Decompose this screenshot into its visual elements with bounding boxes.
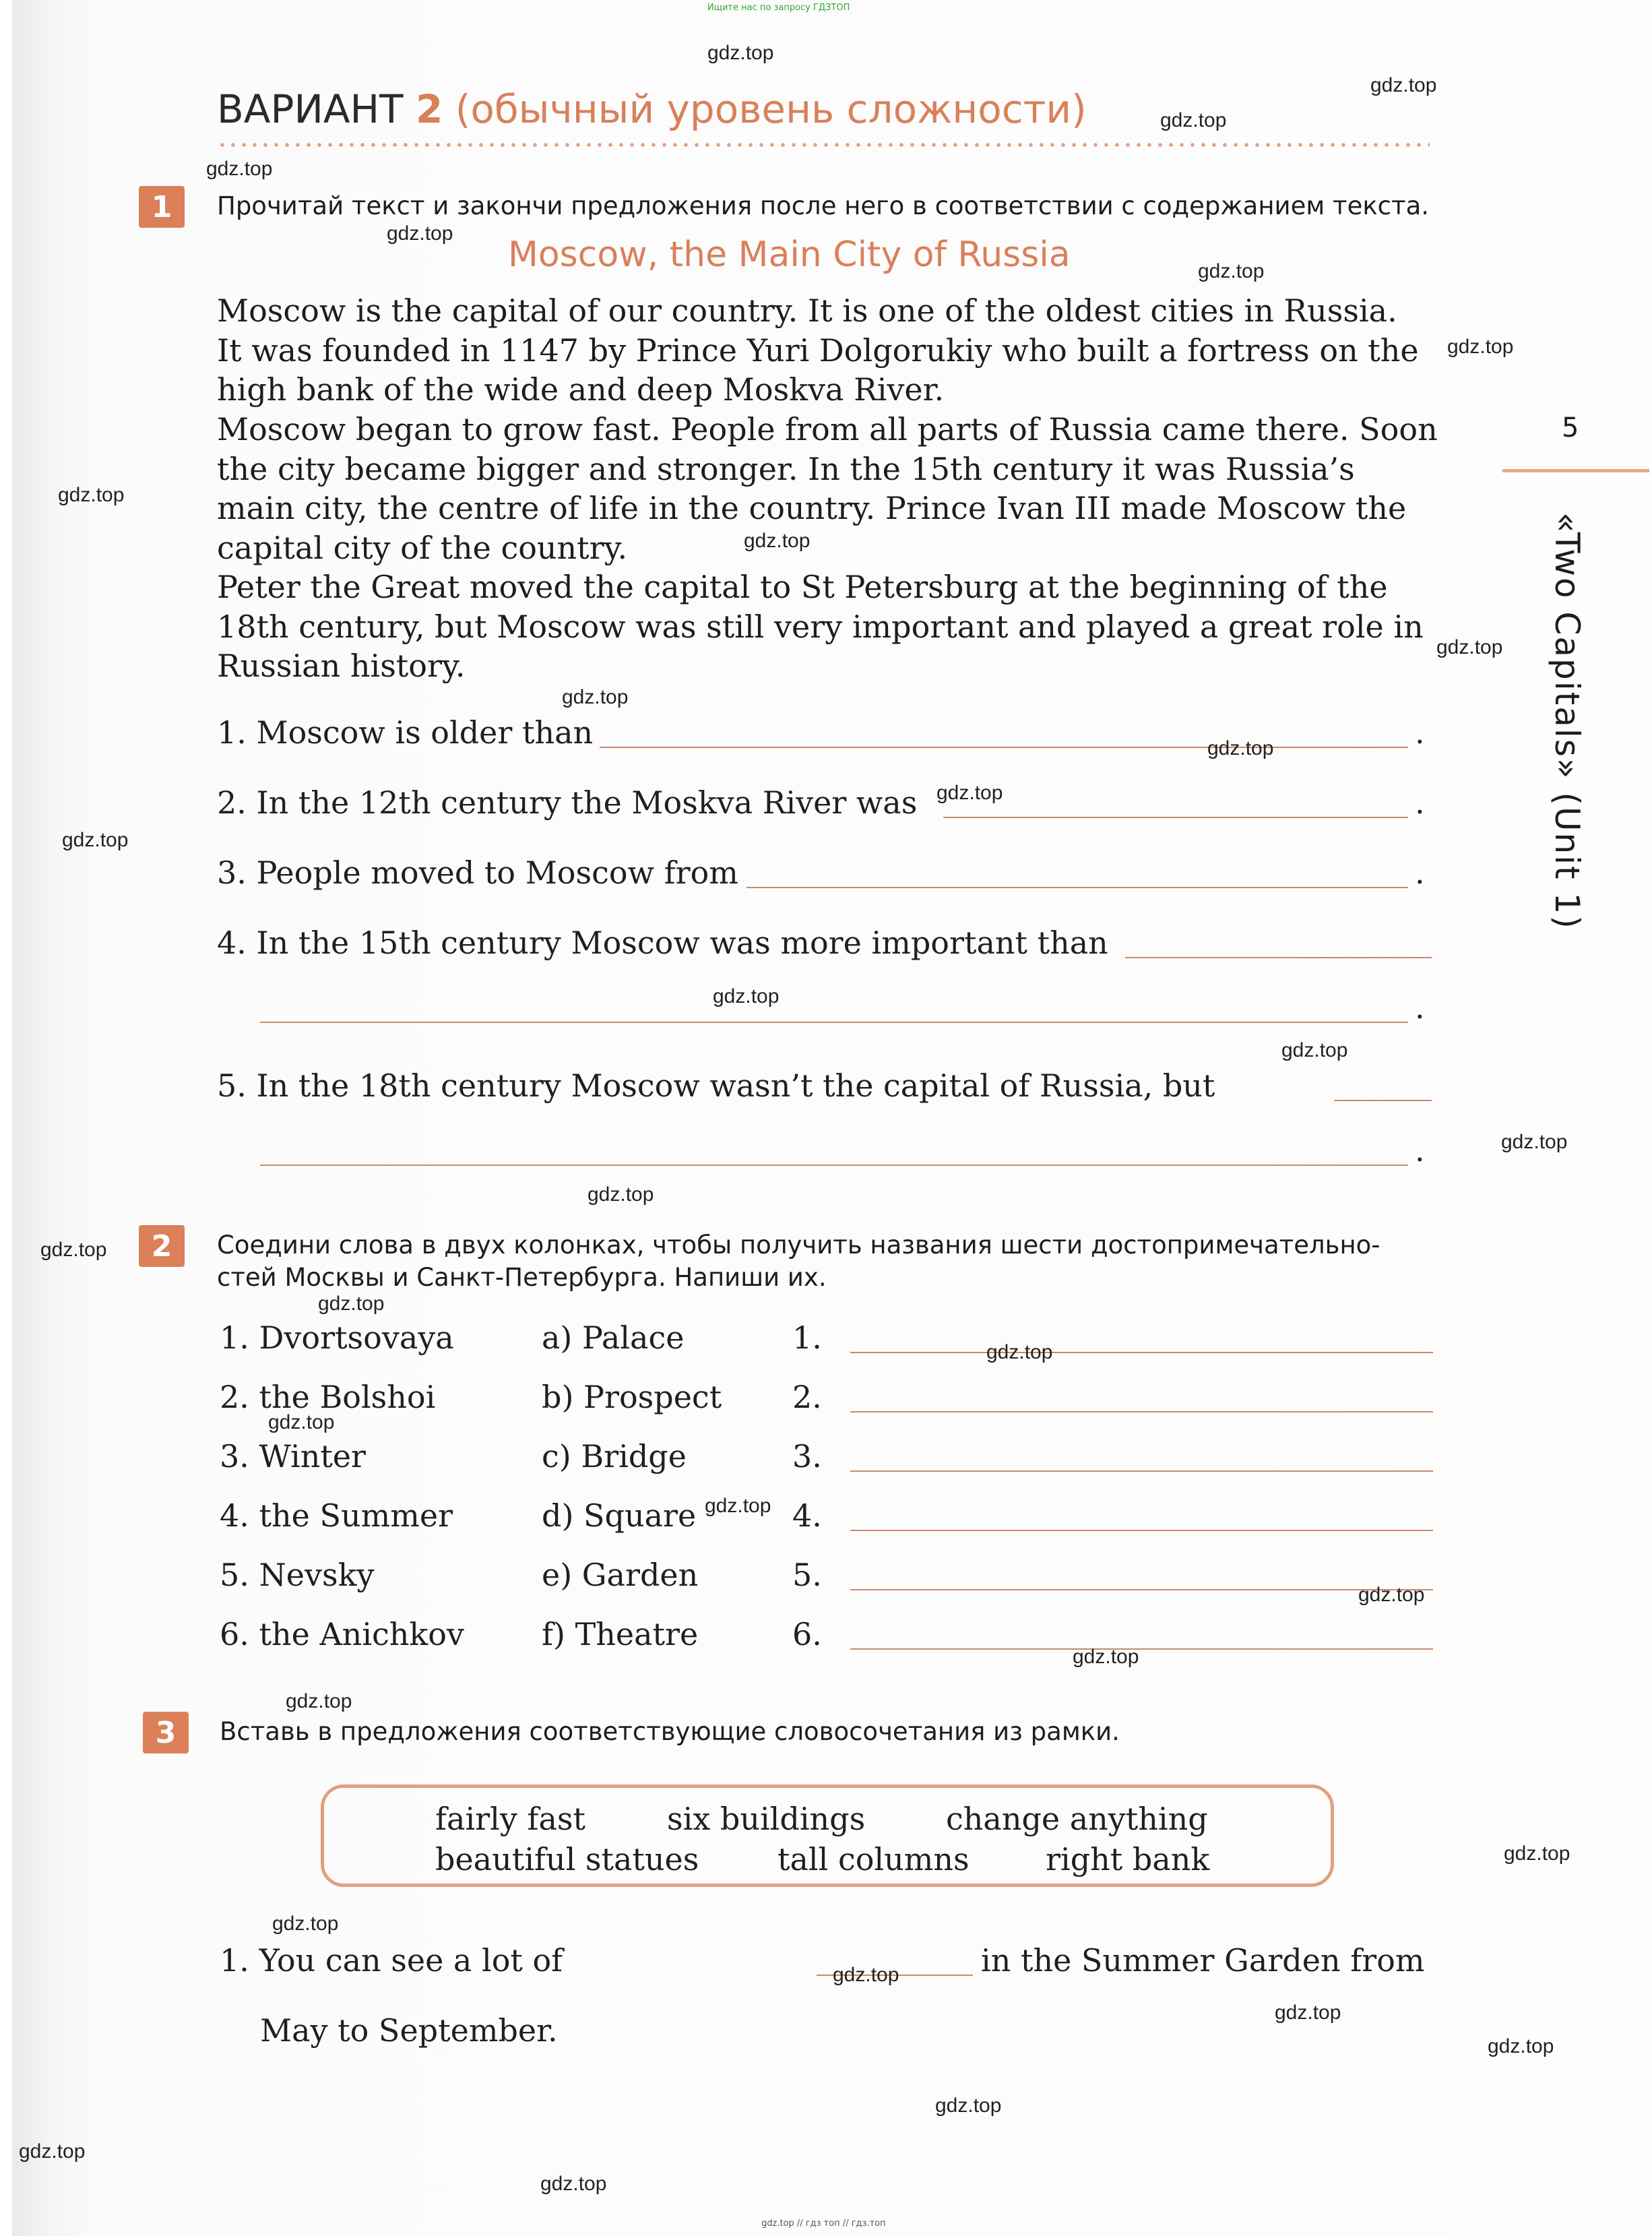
period: .: [1415, 855, 1425, 891]
left-item-6: 6. the Anichkov: [220, 1616, 464, 1652]
watermark: gdz.top: [272, 1913, 339, 1935]
watermark: gdz.top: [707, 42, 774, 64]
side-rule: [1502, 469, 1649, 472]
left-item-3: 3. Winter: [220, 1438, 367, 1474]
question-4: 4. In the 15th century Moscow was more important than: [217, 925, 1108, 961]
watermark: gdz.top: [1504, 1842, 1570, 1865]
sentence-1-end: in the Summer Garden from: [981, 1942, 1425, 1979]
watermark: gdz.top: [62, 829, 129, 851]
sentence-1-line-2: May to September.: [260, 2012, 558, 2049]
answer-line-2[interactable]: [943, 817, 1408, 818]
watermark: gdz.top: [562, 686, 629, 708]
story-line: It was founded in 1147 by Prince Yuri Dolgorukiy who built a fortress on the: [217, 332, 1419, 369]
footer-note: gdz.top // гдз топ // гдз.топ: [761, 2218, 886, 2229]
answer-number-3: 3.: [792, 1438, 822, 1474]
right-item-f: f) Theatre: [542, 1616, 699, 1652]
task3-badge: 3: [143, 1712, 189, 1753]
watermark: gdz.top: [1281, 1039, 1348, 1061]
task1-instruction: Прочитай текст и закончи предложения после него в соответствии с содержанием текста.: [217, 191, 1430, 220]
match-line-5[interactable]: [850, 1589, 1433, 1590]
watermark: gdz.top: [1436, 636, 1503, 658]
match-line-2[interactable]: [850, 1411, 1433, 1412]
left-item-2: 2. the Bolshoi: [220, 1379, 436, 1415]
story-paragraph-1: [217, 291, 1430, 410]
watermark: gdz.top: [587, 1183, 654, 1206]
watermark: gdz.top: [1073, 1646, 1139, 1668]
watermark: gdz.top: [318, 1293, 385, 1315]
watermark: gdz.top: [58, 484, 125, 506]
box-phrase: tall columns: [777, 1841, 970, 1877]
task2-instruction-line-1: Соедини слова в двух колонках, чтобы получить названия шести достопримечательно-: [217, 1231, 1380, 1260]
answer-line-3[interactable]: [746, 887, 1408, 888]
story-line: Moscow began to grow fast. People from all parts of Russia came there. Soon: [217, 411, 1438, 447]
story-line: 18th century, but Moscow was still very important and played a great role in: [217, 608, 1424, 645]
match-line-1[interactable]: [850, 1352, 1433, 1353]
question-5: 5. In the 18th century Moscow wasn’t the capital of Russia, but: [217, 1067, 1215, 1104]
variant-number: 2: [416, 86, 443, 132]
box-phrase: six buildings: [667, 1801, 866, 1837]
answer-number-4: 4.: [792, 1497, 822, 1534]
answer-line-4a[interactable]: [1125, 957, 1432, 958]
answer-line-5a[interactable]: [1334, 1100, 1432, 1101]
watermark: gdz.top: [206, 158, 273, 180]
box-phrase: change anything: [946, 1801, 1208, 1837]
question-3: 3. People moved to Moscow from: [217, 855, 738, 891]
answer-line-4b[interactable]: [260, 1022, 1408, 1023]
page-number: 5: [1562, 412, 1579, 443]
box-phrase: right bank: [1046, 1841, 1210, 1877]
period: .: [1415, 1132, 1425, 1169]
answer-line-5b[interactable]: [260, 1164, 1408, 1166]
period: .: [1415, 989, 1425, 1026]
watermark: gdz.top: [387, 222, 453, 245]
left-item-1: 1. Dvortsovaya: [220, 1319, 454, 1356]
watermark: gdz.top: [1207, 737, 1274, 759]
question-1: 1. Moscow is older than: [217, 714, 594, 751]
watermark: gdz.top: [1160, 109, 1227, 131]
watermark: gdz.top: [540, 2173, 607, 2195]
story-line: main city, the centre of life in the country. Prince Ivan III made Moscow the: [217, 490, 1407, 526]
match-line-6[interactable]: [850, 1648, 1433, 1650]
match-line-3[interactable]: [850, 1470, 1433, 1472]
task3-instruction: Вставь в предложения соответствующие словосочетания из рамки.: [220, 1717, 1120, 1746]
watermark: gdz.top: [1358, 1584, 1425, 1606]
watermark: gdz.top: [286, 1690, 352, 1712]
watermark: gdz.top: [1275, 2001, 1341, 2024]
watermark: gdz.top: [986, 1341, 1053, 1363]
answer-number-1: 1.: [792, 1319, 822, 1356]
header-note: Ищите нас по запросу ГДЗТОП: [707, 3, 850, 13]
variant-title: [217, 86, 1087, 132]
left-item-5: 5. Nevsky: [220, 1557, 375, 1593]
story-line: capital city of the country.: [217, 529, 628, 566]
story-line: Peter the Great moved the capital to St Petersburg at the beginning of the: [217, 569, 1388, 605]
side-unit-title: «Two Capitals» (Unit 1): [1548, 512, 1587, 930]
answer-number-5: 5.: [792, 1557, 822, 1593]
watermark: gdz.top: [1370, 74, 1437, 96]
task1-badge: 1: [139, 186, 185, 228]
variant-level: (обычный уровень сложности): [455, 86, 1087, 132]
title-dotted-rule: [217, 143, 1430, 147]
watermark: gdz.top: [1198, 260, 1265, 282]
watermark: gdz.top: [744, 530, 811, 552]
match-line-4[interactable]: [850, 1530, 1433, 1531]
watermark: gdz.top: [935, 2094, 1002, 2117]
task2-instruction-line-2: стей Москвы и Санкт-Петербурга. Напиши их.: [217, 1263, 827, 1292]
left-item-4: 4. the Summer: [220, 1497, 453, 1534]
box-phrase: fairly fast: [435, 1801, 586, 1837]
period: .: [1415, 714, 1425, 751]
answer-number-2: 2.: [792, 1379, 822, 1415]
watermark: gdz.top: [713, 985, 780, 1007]
story-line: Russian history.: [217, 648, 466, 684]
period: .: [1415, 784, 1425, 821]
right-item-e: e) Garden: [542, 1557, 699, 1593]
right-item-d: d) Square: [542, 1497, 697, 1534]
watermark: gdz.top: [268, 1411, 335, 1433]
watermark: gdz.top: [1447, 336, 1514, 358]
watermark: gdz.top: [40, 1239, 107, 1261]
watermark: gdz.top: [936, 782, 1003, 804]
watermark: gdz.top: [833, 1964, 899, 1986]
story-paragraph-3: [217, 567, 1430, 686]
watermark: gdz.top: [19, 2140, 86, 2163]
sentence-1-start: 1. You can see a lot of: [220, 1942, 563, 1979]
watermark: gdz.top: [1488, 2035, 1554, 2057]
watermark: gdz.top: [705, 1495, 771, 1517]
story-line: high bank of the wide and deep Moskva River.: [217, 371, 945, 408]
right-item-c: c) Bridge: [542, 1438, 687, 1474]
answer-line-1[interactable]: [600, 747, 1408, 748]
right-item-b: b) Prospect: [542, 1379, 722, 1415]
story-line: the city became bigger and stronger. In the 15th century it was Russia’s: [217, 450, 1355, 487]
variant-word: ВАРИАНТ: [217, 86, 404, 132]
story-line: Moscow is the capital of our country. It is one of the oldest cities in Russia.: [217, 292, 1397, 329]
box-phrase: beautiful statues: [435, 1841, 699, 1877]
right-item-a: a) Palace: [542, 1319, 685, 1356]
watermark: gdz.top: [1501, 1131, 1568, 1153]
story-paragraph-2: [217, 410, 1438, 567]
question-2: 2. In the 12th century the Moskva River was: [217, 784, 918, 821]
answer-number-6: 6.: [792, 1616, 822, 1652]
story-title: Moscow, the Main City of Russia: [508, 235, 1071, 275]
task2-badge: 2: [139, 1225, 185, 1267]
